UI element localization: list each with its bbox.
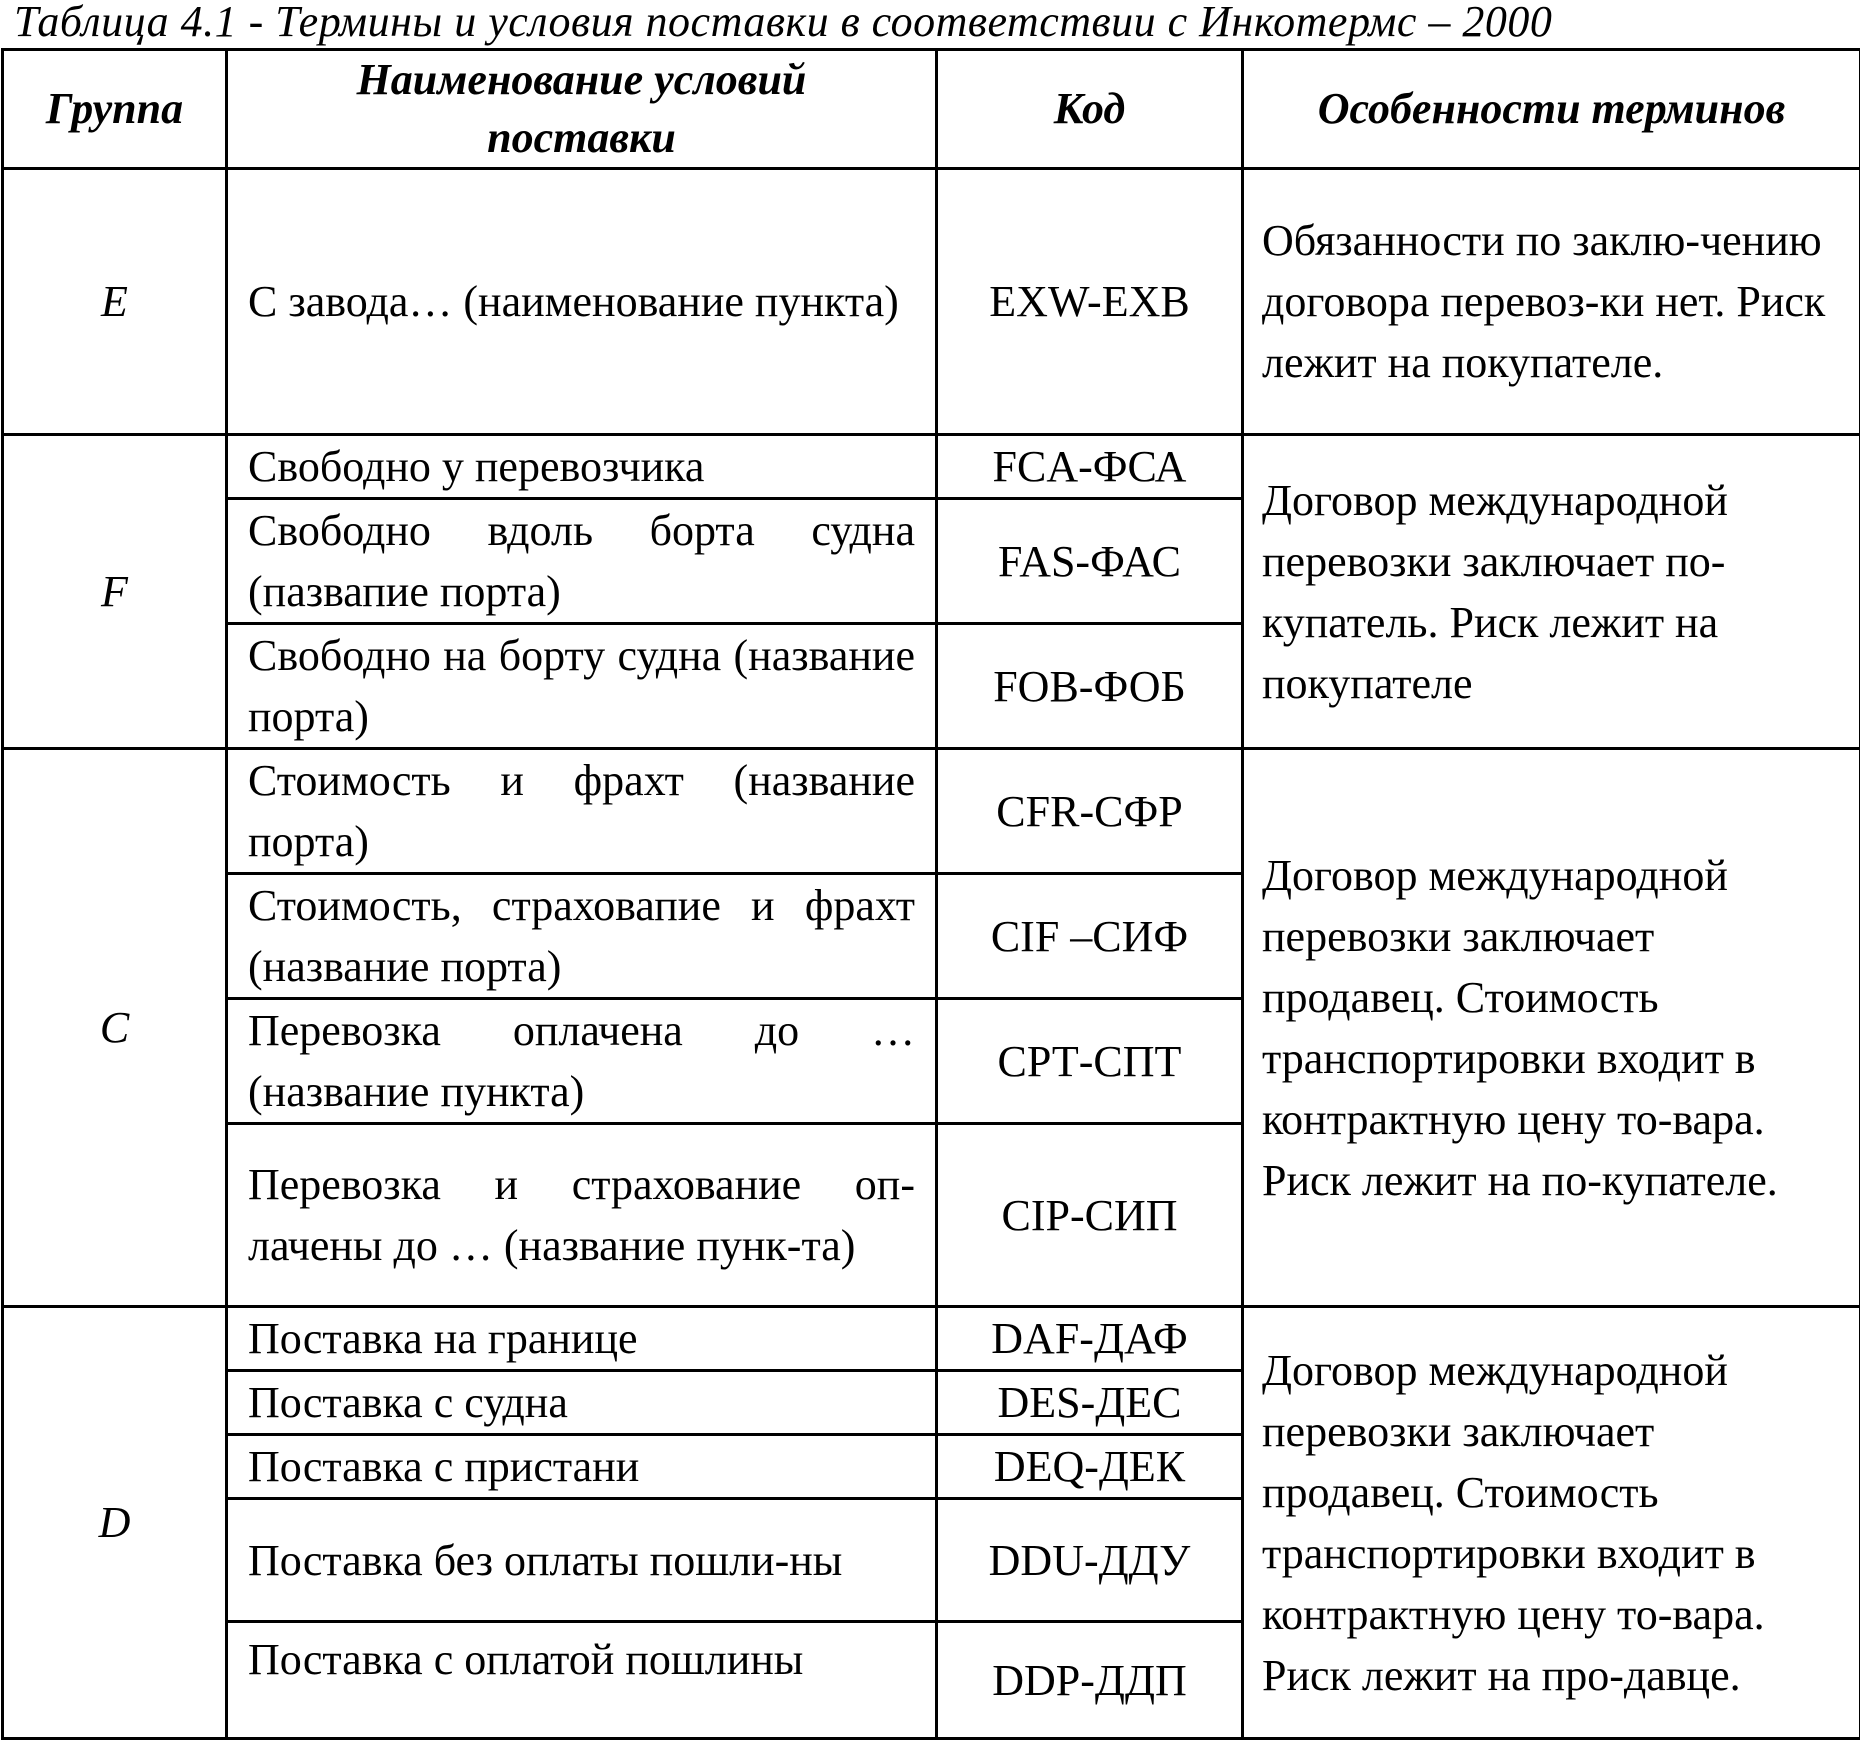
header-name: Наименование условий поставки [227,50,937,169]
term-code: DDU-ДДУ [937,1499,1243,1622]
term-name: Стоимость и фрахт (название порта) [227,749,937,874]
term-name: Поставка на границе [227,1307,937,1371]
group-features-f: Договор международной перевозки заключает по-купатель. Риск лежит на покупателе [1243,435,1860,749]
table-row [3,169,1860,435]
term-name: Свободно на борту судна (название порта) [227,624,937,749]
group-features-d: Договор международной перевозки заключает продавец. Стоимость транспортировки входит в контрактную цену то-вара. Риск лежит на про-давце. [1243,1307,1860,1739]
term-name: Поставка с пристани [227,1435,937,1499]
header-row [3,50,1860,169]
term-code: DES-ДЕС [937,1371,1243,1435]
table-caption: Таблица 4.1 - Термины и условия поставки в соответствии с Инкотермс – 2000 [14,0,1860,48]
group-features-c: Договор международной перевозки заключает продавец. Стоимость транспортировки входит в контрактную цену то-вара. Риск лежит на по-купателе. [1243,749,1860,1307]
term-name: Свободно вдоль борта судна (пазвапие порта) [227,499,937,624]
term-code: DAF-ДАФ [937,1307,1243,1371]
term-code: CFR-СФР [937,749,1243,874]
header-code: Код [937,50,1243,169]
term-code: CIP-СИП [937,1124,1243,1307]
table-row [3,1307,1860,1371]
term-name: Стоимость, страховапие и фрахт (название порта) [227,874,937,999]
group-features-e: Обязанности по заклю-чению договора перевоз-ки нет. Риск лежит на покупателе. [1243,169,1860,435]
header-group: Группа [3,50,227,169]
term-code: DEQ-ДЕК [937,1435,1243,1499]
term-name: С завода… (наименование пункта) [227,169,937,435]
term-code: СРТ-СПТ [937,999,1243,1124]
term-code: DDP-ДДП [937,1622,1243,1739]
group-letter-e: E [3,169,227,435]
group-letter-d: D [3,1307,227,1739]
table-row [3,435,1860,499]
term-code: FOB-ФОБ [937,624,1243,749]
incoterms-table [1,48,1860,1740]
term-name: Перевозка и страхование оп-лачены до … (название пунк-та) [227,1124,937,1307]
term-code: FCA-ФСА [937,435,1243,499]
term-code: EXW-ЕХВ [937,169,1243,435]
term-code: CIF –СИФ [937,874,1243,999]
term-name: Перевозка оплачена до … (название пункта) [227,999,937,1124]
term-name: Поставка с судна [227,1371,937,1435]
header-features: Особенности терминов [1243,50,1860,169]
term-code: FAS-ФАС [937,499,1243,624]
term-name: Свободно у перевозчика [227,435,937,499]
term-name: Поставка с оплатой пошлины [227,1622,937,1739]
group-letter-c: C [3,749,227,1307]
table-row [3,749,1860,874]
group-letter-f: F [3,435,227,749]
term-name: Поставка без оплаты пошли-ны [227,1499,937,1622]
